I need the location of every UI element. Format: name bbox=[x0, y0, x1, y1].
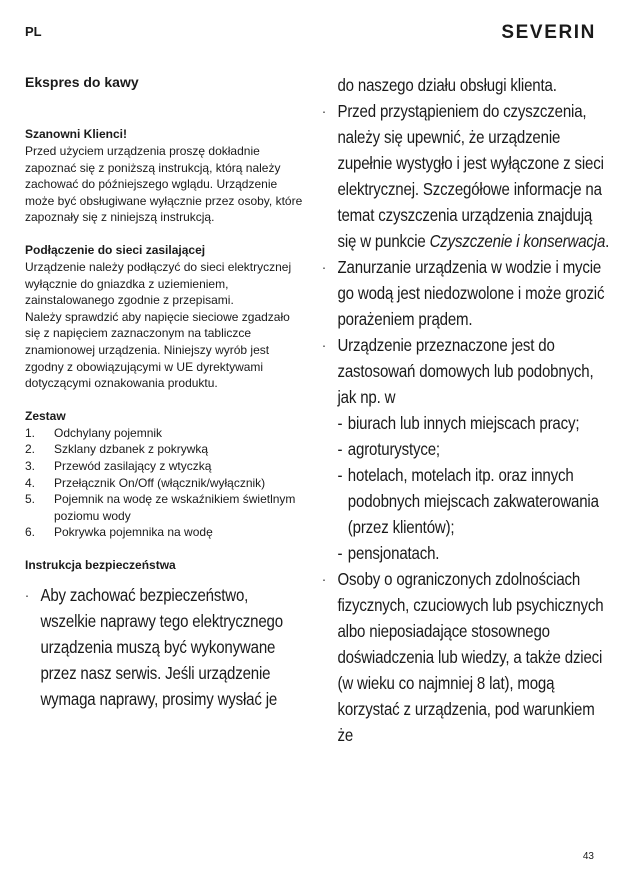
safety-bullet-4 bbox=[322, 332, 611, 566]
power-heading: Podłączenie do sieci zasilającej bbox=[25, 242, 206, 257]
page-number: 43 bbox=[582, 851, 594, 862]
safety-bullet-1 bbox=[25, 582, 304, 712]
bullet-text: Zanurzanie urządzenia w wodzie i mycie go wodą jest niedozwolone i może grozić porażeniem prądem. bbox=[337, 257, 605, 329]
item-number: 1. bbox=[25, 425, 36, 440]
item-text: Przełącznik On/Off (włącznik/wyłącznik) bbox=[54, 475, 266, 490]
right-column bbox=[322, 72, 612, 748]
safety-section bbox=[25, 557, 305, 712]
bullet-icon: · bbox=[322, 259, 326, 275]
bullet-text: Urządzenie przeznaczone jest do zastosowań domowych lub podobnych, jak np. w bbox=[337, 335, 594, 407]
sub-item: - hotelach, motelach itp. oraz innych podobnych miejscach zakwaterowania (przez klientów); bbox=[337, 465, 599, 537]
list-item bbox=[25, 441, 305, 458]
item-number: 4. bbox=[25, 475, 36, 490]
safety-bullet-2 bbox=[322, 98, 611, 254]
item-text: Pojemnik na wodę ze wskaźnikiem świetlnym poziomu wody bbox=[54, 492, 296, 523]
item-number: 5. bbox=[25, 492, 36, 507]
safety-bullet-5 bbox=[322, 566, 611, 748]
item-text: Odchylany pojemnik bbox=[54, 425, 163, 440]
bullet-icon: · bbox=[322, 337, 326, 353]
language-code: PL bbox=[25, 24, 42, 39]
bullet-icon: · bbox=[25, 586, 29, 603]
list-item bbox=[25, 491, 305, 524]
safety-bullet-3 bbox=[322, 254, 611, 332]
list-item bbox=[25, 425, 305, 442]
item-text: Szklany dzbanek z pokrywką bbox=[54, 442, 209, 457]
intro-section bbox=[25, 126, 305, 226]
set-section bbox=[25, 408, 305, 541]
set-heading: Zestaw bbox=[25, 408, 66, 423]
bullet-text: Osoby o ograniczonych zdolnościach fizycznych, czuciowych lub psychicznych albo nieposiadające stosownego doświadczenia lub wiedzy, a także dzieci (w wieku co najmniej 8 lat), mogą korzystać z urządzenia, pod warunkiem że bbox=[337, 569, 604, 745]
power-text-1: Urządzenie należy podłączyć do sieci elektrycznej wyłącznie do gniazdka z uziemieniem, zainstalowanego zgodnie z przepisami. bbox=[25, 259, 292, 308]
intro-text: Przed użyciem urządzenia proszę dokładnie zapoznać się z poniższą instrukcją, którą należy zachować do późniejszego wglądu. Urządzenie może być obsługiwane wyłącznie przez osoby, które zapoznały się z niniejszą instrukcją. bbox=[25, 144, 303, 225]
sub-item: - agroturystyce; bbox=[337, 439, 440, 459]
left-column bbox=[25, 72, 305, 728]
intro-heading: Szanowni Klienci! bbox=[25, 127, 128, 141]
item-text: Pokrywka pojemnika na wodę bbox=[54, 525, 213, 540]
safety-bullet-1-continued: do naszego działu obsługi klienta. bbox=[337, 75, 557, 95]
list-item bbox=[25, 458, 305, 475]
sub-item: - biurach lub innych miejscach pracy; bbox=[337, 413, 580, 433]
bullet-text: Aby zachować bezpieczeństwo, wszelkie naprawy tego elektrycznego urządzenia muszą być wykonywane przez nasz serwis. Jeśli urządzenie wymaga naprawy, prosimy wysłać je bbox=[40, 584, 283, 709]
bullet-icon: · bbox=[322, 571, 326, 587]
document-title: Ekspres do kawy bbox=[25, 74, 139, 90]
item-number: 2. bbox=[25, 442, 36, 457]
section-reference: Czyszczenie i konserwacja bbox=[429, 231, 606, 251]
bullet-text: Przed przystąpieniem do czyszczenia, należy się upewnić, że urządzenie zupełnie wystygło i jest wyłączone z sieci elektrycznej. Szczegółowe informacje na temat czyszczenia urządzenia znajdują się w punkcie Czyszczenie i konserwacja. bbox=[337, 101, 610, 251]
power-text-2: Należy sprawdzić aby napięcie sieciowe zgadzało się z napięciem zaznaczonym na tabliczce znamionowej urządzenia. Niniejszy wyrób jest zgodny z obowiązującymi w UE dyrektywami dotyczącymi oznakowania produktu. bbox=[25, 309, 290, 391]
list-item bbox=[25, 524, 305, 541]
parts-list bbox=[25, 425, 305, 541]
power-section bbox=[25, 242, 305, 392]
safety-heading: Instrukcja bezpieczeństwa bbox=[25, 557, 176, 572]
item-text: Przewód zasilający z wtyczką bbox=[54, 458, 212, 473]
list-item bbox=[25, 475, 305, 492]
item-number: 3. bbox=[25, 458, 36, 473]
sub-item: - pensjonatach. bbox=[337, 543, 440, 563]
bullet-icon: · bbox=[322, 103, 326, 119]
item-number: 6. bbox=[25, 525, 36, 540]
brand-logo: SEVERIN bbox=[501, 22, 596, 43]
